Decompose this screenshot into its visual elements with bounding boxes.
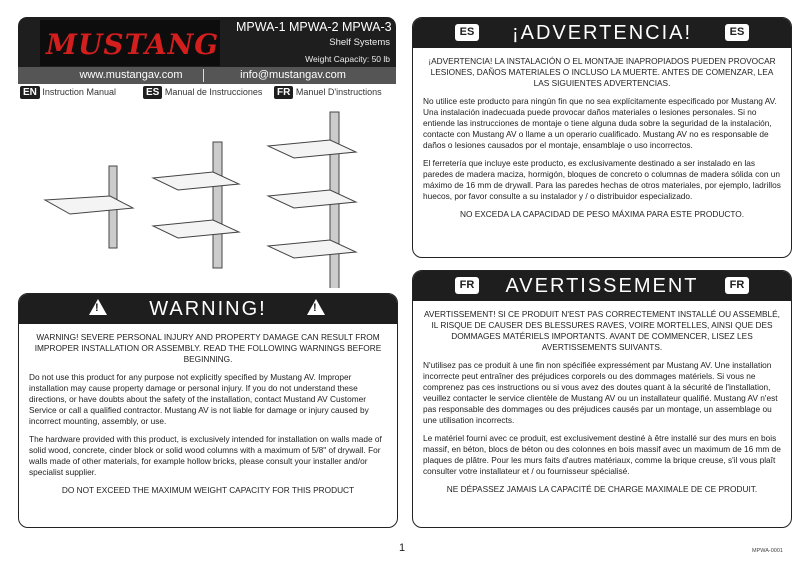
warning-footer: DO NOT EXCEED THE MAXIMUM WEIGHT CAPACITY FOR THIS PRODUCT — [61, 485, 355, 495]
document-code: MPWA-0001 — [752, 548, 783, 554]
warning-intro: AVERTISSEMENT! SI CE PRODUIT N'EST PAS CORRECTEMENT INSTALLÉ OU ASSEMBLÉ, IL RISQUE DE CAUSER DES BLESSURES RAVES, VOIRE MORTELLES, AINSI QUE DES DOMMAGES MATÉRIELS IMPORTANTS. AVANT DE COMMENCER, LISEZ LES AVERTISSEMENTS SUIVANTS. — [424, 309, 780, 352]
language-badge: ES — [725, 24, 749, 41]
warning-panel-en — [18, 293, 398, 528]
panel-header — [413, 18, 791, 48]
language-label: Manuel D'instructions — [295, 87, 382, 97]
website-text: www.mustangav.com — [79, 69, 183, 81]
warning-intro: ¡ADVERTENCIA! LA INSTALACIÓN O EL MONTAJE INAPROPIADOS PUEDEN PROVOCAR LESIONES, DAÑOS MATERIALES O INCLUSO LA MUERTE. ANTES DE COMENZAR, LEA LAS SIGUIENTES ADVERTENCIAS. — [428, 56, 776, 88]
language-badge: FR — [455, 277, 479, 294]
panel-title: ¡ADVERTENCIA! — [511, 22, 693, 44]
panel-body — [19, 324, 397, 511]
warning-panel-es — [412, 17, 792, 258]
language-badge: FR — [725, 277, 749, 294]
weight-capacity: Weight Capacity: 50 lb — [305, 54, 390, 64]
language-es — [143, 86, 262, 99]
warning-paragraph-2: Le matériel fourni avec ce produit, est exclusivement destiné à être installé sur des murs en bois massif, en béton, blocs de béton ou des colonnes en bois massif avec un maximum de 16 mm de plaques de plâtre. Pour les murs faits d'autres matériaux, comme la brique creuse, s'il vous plaît consulter votre installateur et / ou fournisseur spécialisé. — [423, 433, 781, 476]
warning-paragraph-1: No utilice este producto para ningún fin que no sea explícitamente especificado por Mustang AV. Una instalación inadecuada puede provocar daños materiales o lesiones personales. Si no entiende las instrucciones de montaje o tiene alguna duda sobre la seguridad de la instalación, contacte con Mustang AV o llame a un operario cualificado. Mustang AV no es responsable de daños o lesiones causados por el montaje, ensamblaje o uso incorrectos. — [423, 96, 777, 150]
warning-triangle-icon: ! — [89, 299, 107, 315]
panel-title: AVERTISSEMENT — [505, 275, 699, 297]
shelf-systems-illustration — [40, 108, 380, 288]
warning-footer: NO EXCEDA LA CAPACIDAD DE PESO MÁXIMA PARA ESTE PRODUCTO. — [459, 209, 744, 219]
language-fr — [274, 86, 382, 99]
product-subtitle: Shelf Systems — [329, 37, 390, 48]
email-text: info@mustangav.com — [240, 69, 346, 81]
warning-triangle-icon: ! — [307, 299, 325, 315]
panel-header — [413, 271, 791, 301]
language-en — [20, 86, 116, 99]
language-code: FR — [274, 86, 293, 99]
page-number: 1 — [399, 542, 406, 554]
language-label: Instruction Manual — [42, 87, 116, 97]
warning-intro: WARNING! SEVERE PERSONAL INJURY AND PROPERTY DAMAGE CAN RESULT FROM IMPROPER INSTALLATION OR ASSEMBLY. READ THE FOLLOWING WARNINGS BEFORE BEGINNING. — [34, 332, 382, 364]
model-numbers: MPWA-1 MPWA-2 MPWA-3 — [236, 20, 392, 34]
warning-paragraph-1: N'utilisez pas ce produit à une fin non spécifiée expressément par Mustang AV. Une installation incorrecte peut entraîner des préjudices corporels ou des dommages matériels. Si vous ne comprenez pas ces instructions ou si vous avez des doutes quant à la sécurité de l'installation, veuillez contacter le service clientèle de Mustang AV ou un installateur qualifié. Mustang AV n'est pas responsable des dommages ou des préjudices causés par un montage, un assemblage ou une utilisation incorrects. — [423, 360, 778, 425]
brand-logo-text: MUSTANG — [46, 28, 220, 61]
warning-paragraph-2: El ferretería que incluye este producto, es exclusivamente destinado a ser instalado en las paredes de madera maciza, hormigón, bloques de concreto o columnas de madera sólida con un máximo de 16 mm de drywall. Para las paredes hechas de otros materiales, por ejemplo, ladrillos huecos, por favor consulte a su instalador y / o distribuidor especializado. — [423, 158, 781, 201]
language-badge: ES — [455, 24, 479, 41]
panel-body — [413, 301, 791, 510]
panel-header — [19, 294, 397, 324]
language-code: EN — [20, 86, 40, 99]
warning-paragraph-1: Do not use this product for any purpose not explicitly specified by Mustang AV. Improper installation may cause property damage or personal injury. If you do not understand these directions, or have doubts about the safety of the installation, contact Mustand AV Customer Service or call a qualified contractor. Mustang AV is not liable for damage or injury caused by incorrect mounting, assembly, or use. — [29, 372, 369, 426]
panel-body — [413, 48, 791, 235]
panel-title: WARNING! — [149, 298, 267, 320]
warning-footer: NE DÉPASSEZ JAMAIS LA CAPACITÉ DE CHARGE MAXIMALE DE CE PRODUIT. — [446, 484, 758, 494]
warning-paragraph-2: The hardware provided with this product, is exclusively intended for installation on walls made of solid wood, concrete, cinder block or solid wood columns with a maximum of 5/8" of drywall. For walls made of other materials, for example hollow bricks, please consult your installer and/or specialist supplier. — [29, 434, 382, 477]
language-label: Manual de Instrucciones — [164, 87, 263, 97]
language-code: ES — [143, 86, 162, 99]
warning-panel-fr — [412, 270, 792, 528]
contact-divider — [203, 69, 204, 82]
